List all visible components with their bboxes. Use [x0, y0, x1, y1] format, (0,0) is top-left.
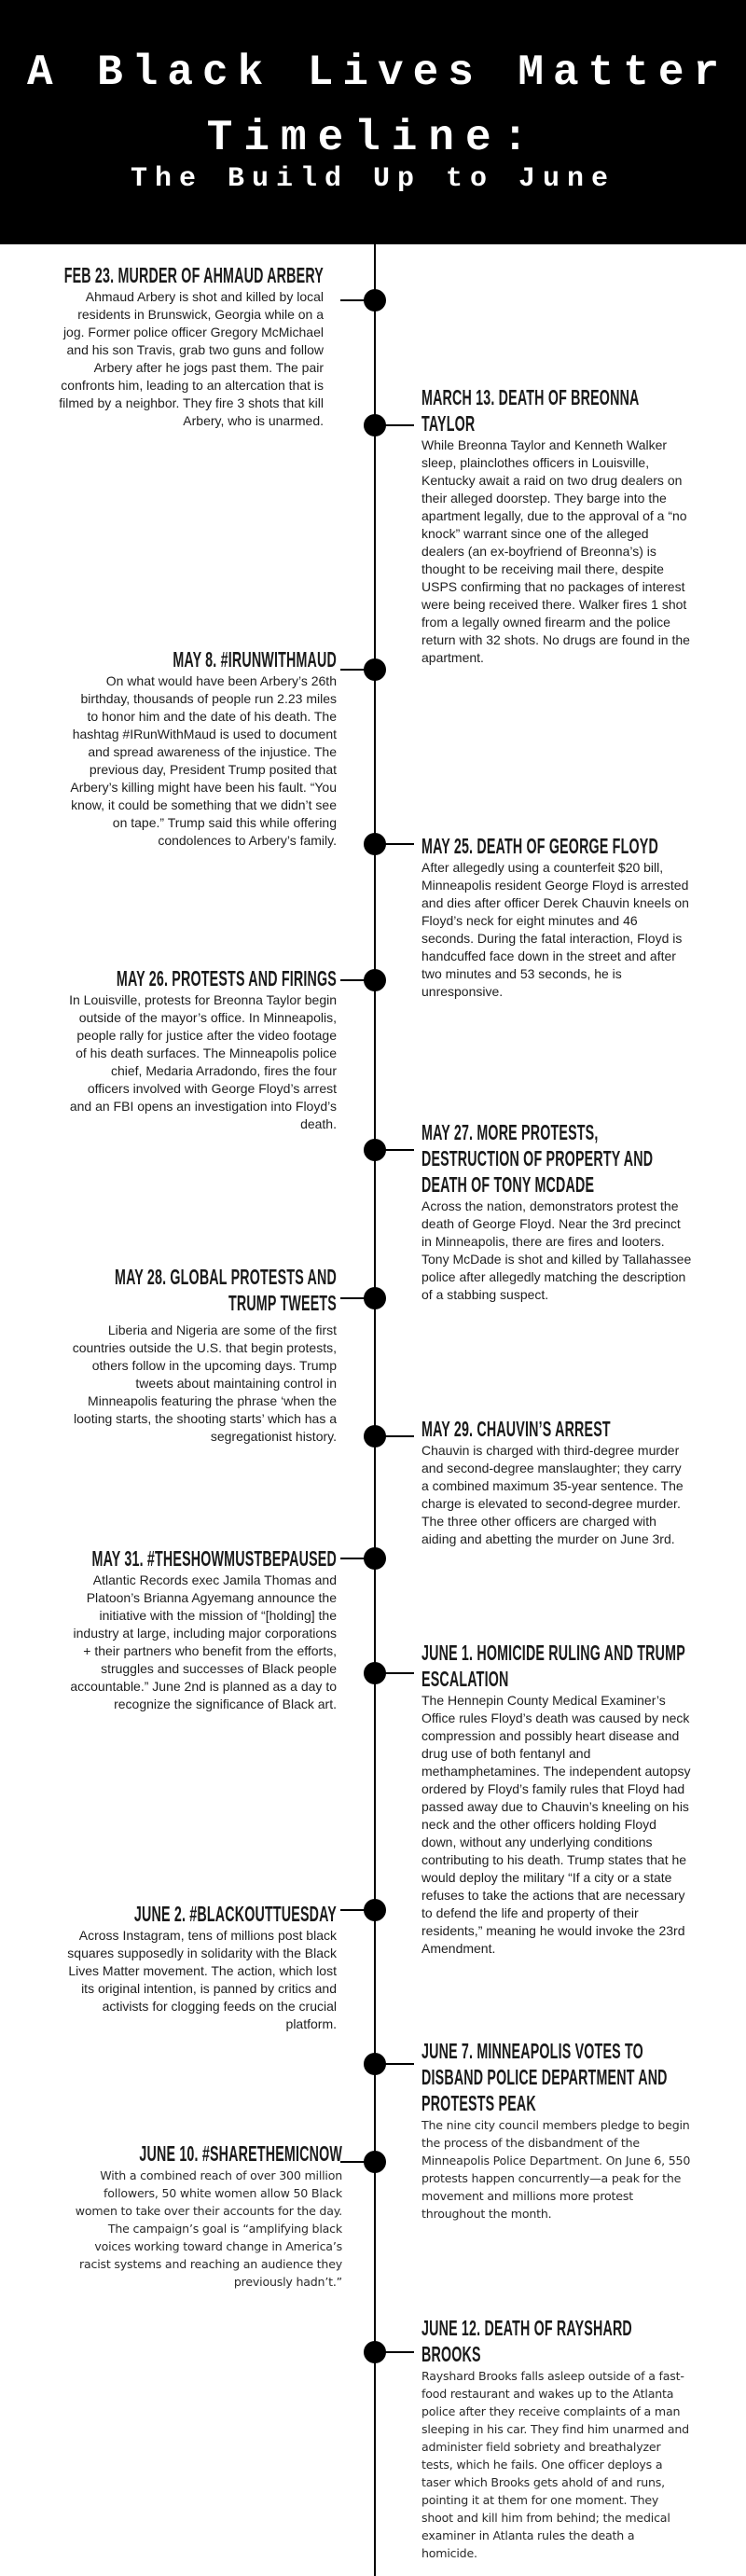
timeline-connector — [375, 1149, 414, 1151]
event-description: Atlantic Records exec Jamila Thomas and Platoon’s Brianna Agyemang announce the initiative with the mission of “[holding] the industry at large, including major corporations + their partners who benefit from the efforts, struggles and successes of Black people accountable.” June 2nd is planned as a day to recognize the significance of Black art. — [70, 1572, 337, 1711]
header-banner — [0, 0, 746, 244]
event-title: JUNE 2. #BLACKOUTTUESDAY — [133, 1902, 337, 1926]
timeline-connector — [375, 843, 414, 845]
event-title: MAY 26. PROTESTS AND FIRINGS — [116, 966, 337, 990]
event-title: MAY 25. DEATH OF GEORGE FLOYD — [421, 834, 658, 858]
page-subtitle: The Build Up to June — [130, 163, 616, 195]
event-description: Across the nation, demonstrators protest the death of George Floyd. Near the 3rd precinct in Minneapolis, there are fires and looters. Tony McDade is shot and killed by Tallahassee police after allegedly matching the description of a stabbing suspect. — [421, 1198, 692, 1302]
timeline-event — [421, 2038, 692, 2223]
timeline-event — [72, 2140, 342, 2291]
timeline-connector — [340, 299, 375, 301]
timeline-connector — [375, 2351, 414, 2353]
event-description: On what would have been Arbery’s 26th birthday, thousands of people run 2.23 miles to honor him and the date of his death. The hashtag #IRunWithMaud is used to document and spread awareness of the injustice. The previous day, President Trump posited that Arbery’s killing might have been his fault. “You know, it could be something that we didn’t see on tape.” Trump said this while offering condolences to Arbery’s family. — [70, 673, 337, 848]
event-title: MAY 31. #THESHOWMUSTBEPAUSED — [91, 1546, 338, 1571]
timeline-event — [66, 1545, 337, 1713]
event-description: Ahmaud Arbery is shot and killed by local residents in Brunswick, Georgia while on a jog. Former police officer Gregory McMichael and his son Travis, grab two guns and follow Arbery after he jogs past them. The pair confronts him, leading to an altercation that is filmed by a neighbor. They fire 3 shots that kill Arbery, who is unarmed. — [59, 289, 324, 428]
timeline-connector — [340, 669, 375, 671]
event-title: JUNE 1. HOMICIDE RULING AND TRUMP ESCALATION — [421, 1641, 685, 1691]
event-title: MAY 8. #IRUNWITHMAUD — [173, 647, 337, 672]
event-description: In Louisville, protests for Breonna Taylor begin outside of the mayor’s office. In Minneapolis, people rally for justice after the video footage of his death surfaces. The Minneapolis police chief, Medaria Arradondo, fires the four officers involved with George Floyd’s arrest and an FBI opens an investigation into Floyd’s death. — [69, 992, 337, 1131]
timeline-connector — [340, 979, 375, 981]
event-title: MARCH 13. DEATH OF BREONNA TAYLOR — [421, 385, 640, 436]
page-title-line2: Timeline: — [206, 114, 540, 162]
event-title: MAY 28. GLOBAL PROTESTS AND TRUMP TWEETS — [115, 1265, 337, 1315]
timeline-event — [66, 646, 337, 850]
event-title: JUNE 10. #SHARETHEMICNOW — [139, 2141, 342, 2166]
timeline-connector — [375, 1672, 414, 1674]
timeline-event — [66, 965, 337, 1133]
timeline-axis — [374, 244, 376, 2576]
event-title: JUNE 7. MINNEAPOLIS VOTES TO DISBAND POLICE DEPARTMENT AND PROTESTS PEAK — [421, 2039, 668, 2115]
timeline-event — [421, 833, 692, 1001]
timeline-connector — [375, 1435, 414, 1437]
event-description: Chauvin is charged with third-degree murder and second-degree manslaughter; they carry a combined maximum 35-year sentence. The charge is elevated to second-degree murder. The three other officers are charged with aiding and abetting the murder on June 3rd. — [421, 1443, 684, 1546]
timeline-connector — [340, 1909, 375, 1911]
timeline-event — [421, 1416, 692, 1548]
event-description: Rayshard Brooks falls asleep outside of a fast-food restaurant and wakes up to the Atlanta police after they receive complaints of a man sleeping in his car. They find him unarmed and administer field sobriety and breathalyzer tests, which he fails. One officer deploys a taser which Brooks gets ahold of and runs, pointing it at them for one moment. They shoot and kill him from behind; the medical examiner in Atlanta rules the death a homicide. — [421, 2369, 689, 2560]
timeline-event — [421, 1640, 692, 1958]
timeline-connector — [375, 2063, 414, 2065]
page-title: A Black Lives Matter — [26, 48, 729, 97]
timeline-event — [421, 1119, 692, 1304]
timeline-connector — [340, 2161, 375, 2163]
timeline-event — [421, 2315, 692, 2562]
event-description: Across Instagram, tens of millions post black squares supposedly in solidarity with the Black Lives Matter movement. The action, which lost its original intention, is panned by critics and activists for clogging feeds on the crucial platform. — [67, 1928, 337, 2031]
event-description: After allegedly using a counterfeit $20 bill, Minneapolis resident George Floyd is arrested and dies after officer Derek Chauvin kneels on Floyd’s neck for eight minutes and 46 seconds. During the fatal interaction, Floyd is handcuffed face down in the street and after two minutes and 53 seconds, he is unresponsive. — [421, 860, 689, 999]
event-title: MAY 29. CHAUVIN’S ARREST — [421, 1417, 611, 1441]
timeline-connector — [340, 1558, 375, 1559]
event-description: The Hennepin County Medical Examiner’s Office rules Floyd’s death was caused by neck compression and possibly heart disease and drug use of both fentanyl and methamphetamines. The independent autopsy ordered by Floyd’s family rules that Floyd had passed away due to Chauvin’s kneeling on his neck and the other officers holding Floyd down, without any underlying conditions contributing to his death. Trump states that he would deploy the military “If a city or a state refuses to take the actions that are necessary to defend the life and property of their residents,” meaning he would invoke the 23rd Amendment. — [421, 1693, 691, 1956]
timeline-event — [421, 384, 692, 667]
timeline-event — [66, 1901, 337, 2033]
event-description: The nine city council members pledge to begin the process of the disbandment of the Minneapolis Police Department. On June 6, 550 protests happen concurrently—a peak for the movement and millions more protest throughout the month. — [421, 2118, 691, 2221]
timeline-connector — [375, 424, 414, 426]
timeline-event — [53, 262, 324, 430]
event-description: With a combined reach of over 300 million followers, 50 white women allow 50 Black women to take over their accounts for the day. The campaign’s goal is “amplifying black voices working toward change in America’s racist systems and reaching an audience they previously hadn’t.” — [75, 2168, 342, 2289]
timeline-connector — [340, 1297, 375, 1299]
event-title: MAY 27. MORE PROTESTS, DESTRUCTION OF PROPERTY AND DEATH OF TONY MCDADE — [421, 1120, 654, 1197]
event-description: Liberia and Nigeria are some of the first countries outside the U.S. that begin protests, others follow in the upcoming days. Trump tweets about maintaining control in Minneapolis featuring the phrase ‘when the looting starts, the shooting starts’ which has a segregationist history. — [72, 1323, 337, 1444]
event-title: JUNE 12. DEATH OF RAYSHARD BROOKS — [421, 2316, 632, 2366]
event-title: FEB 23. MURDER OF AHMAUD ARBERY — [63, 263, 324, 287]
timeline-event — [66, 1264, 337, 1446]
event-description: While Breonna Taylor and Kenneth Walker sleep, plainclothes officers in Louisville, Kentucky await a raid on two drug dealers on their alleged doorstep. They barge into the apartment legally, due to the approval of a “no knock” warrant since one of the alleged dealers (an ex-boyfriend of Breonna’s) is thought to be receiving mail there, despite USPS confirming that no packages of interest were being received there. Walker fires 1 shot from a legally owned firearm and the police return with 32 shots. No drugs are found in the apartment. — [421, 437, 690, 665]
